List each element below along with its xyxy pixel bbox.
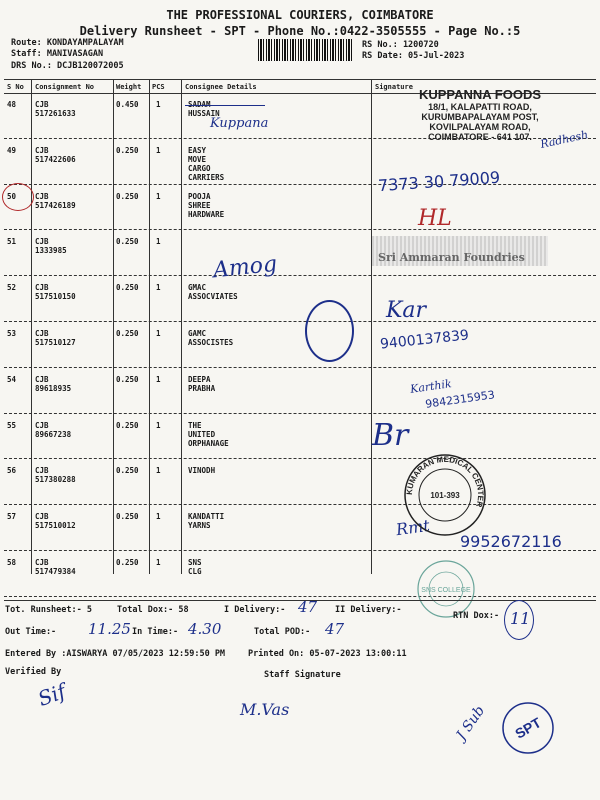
handwritten-scribble (305, 300, 354, 362)
handwritten-phone: 9400137839 (379, 327, 470, 353)
cell-consignee: GAMC ASSOCISTES (188, 329, 234, 347)
cell-pcs: 1 (156, 191, 161, 201)
handwritten-phone: 7373 30 79009 (377, 167, 501, 196)
cell-weight: 0.250 (116, 283, 139, 293)
cell-sno: 54 (7, 374, 17, 384)
row-divider (4, 275, 596, 276)
kumaran-ring-text: KUMARAN MEDICAL CENTER (404, 454, 486, 509)
stamp-line: KOVILPALAYAM ROAD, (429, 122, 531, 132)
cell-weight: 0.250 (116, 512, 139, 522)
cell-sno: 50 (7, 191, 17, 201)
cell-pcs: 1 (156, 420, 161, 430)
verified-by-label: Verified By (5, 667, 62, 677)
handwritten-rtn: 11 (510, 609, 531, 628)
cell-cons: CJB 517380288 (35, 466, 76, 485)
cell-consignee: SADAM HUSSAIN (188, 100, 220, 118)
verified-signature: Sif (34, 679, 69, 711)
cell-consignee: EASY MOVE CARGO CARRIERS (188, 145, 225, 182)
drs-label: DRS No.: DCJB120072005 (11, 61, 124, 71)
kuppanna-stamp (400, 87, 560, 142)
col-divider (113, 80, 114, 574)
cell-consignee: SNS CLG (188, 558, 202, 576)
cell-weight: 0.450 (116, 100, 139, 109)
printed-on: Printed On: 05-07-2023 13:00:11 (248, 649, 407, 659)
rs-date-label: RS Date: 05-Jul-2023 (362, 51, 465, 61)
handwritten-name: Karthik (409, 377, 453, 396)
cell-sno: 57 (7, 512, 17, 522)
cell-cons: CJB 517261633 (35, 100, 76, 118)
handwritten-pod: 47 (325, 620, 345, 638)
ii-delivery-label: II Delivery:- (335, 605, 402, 615)
col-divider (371, 80, 372, 574)
table-top-border (4, 79, 596, 80)
staff-label: Staff: MANIVASAGAN (11, 49, 104, 59)
handwritten-name: Kuppana (210, 116, 269, 131)
cell-pcs: 1 (156, 558, 161, 567)
cell-weight: 0.250 (116, 374, 139, 384)
cell-cons: CJB 89618935 (35, 374, 72, 393)
header-weight: Weight (116, 83, 142, 91)
cell-consignee: VINODH (188, 466, 216, 476)
runsheet-subtitle: Delivery Runsheet - SPT - Phone No.:0422-3505555 - Page No.:5 (79, 24, 521, 38)
barcode (258, 39, 353, 61)
handwritten-delivery: 47 (298, 598, 318, 616)
cell-sno: 51 (7, 237, 17, 247)
handwritten-in-time: 4.30 (188, 620, 222, 638)
cell-cons: CJB 517422606 (35, 145, 76, 164)
out-time-label: Out Time:- (5, 627, 57, 637)
cell-sno: 53 (7, 329, 17, 338)
row-divider (4, 321, 596, 322)
bottom-signature: J Sub (453, 702, 489, 744)
cell-pcs: 1 (156, 466, 161, 476)
handwritten-phone: 9952672116 (460, 532, 562, 551)
cell-weight: 0.250 (116, 237, 139, 247)
row-divider (4, 229, 596, 230)
circle-mark (2, 183, 34, 211)
header-signature: Signature (375, 83, 413, 91)
handwritten-out-time: 11.25 (88, 620, 131, 638)
cell-pcs: 1 (156, 145, 161, 155)
header-pcs: PCS (152, 83, 165, 91)
svg-text:KUMARAN MEDICAL CENTER (405, 455, 485, 509)
cell-weight: 0.250 (116, 420, 139, 430)
row-divider (4, 504, 596, 505)
handwritten-phone: 9842315953 (424, 388, 496, 411)
cell-cons: CJB 517479384 (35, 558, 76, 576)
total-dox: Total Dox:- 58 (117, 605, 189, 615)
entered-by: Entered By :AISWARYA 07/05/2023 12:59:50 PM (5, 649, 226, 659)
handwritten-signature: HL (418, 206, 452, 231)
staff-signature: M.Vas (240, 700, 290, 719)
kumaran-center-text: 101-393 (430, 491, 460, 500)
cell-sno: 49 (7, 145, 17, 155)
i-delivery-label: I Delivery:- (224, 605, 286, 615)
cell-pcs: 1 (156, 237, 161, 247)
cell-weight: 0.250 (116, 145, 139, 155)
route-label: Route: KONDAYAMPALAYAM (11, 38, 124, 48)
staff-signature-label: Staff Signature (264, 670, 341, 680)
cell-pcs: 1 (156, 283, 161, 293)
stamp-line: KURUMBAPALAYAM POST, (421, 112, 539, 122)
spt-stamp (500, 700, 556, 756)
cell-weight: 0.250 (116, 329, 139, 338)
col-divider (181, 80, 182, 574)
cell-pcs: 1 (156, 329, 161, 338)
header-sno: S No (7, 83, 24, 91)
company-title: THE PROFESSIONAL COURIERS, COIMBATORE (166, 8, 434, 22)
cell-cons: CJB 517510127 (35, 329, 76, 347)
handwritten-signature: Rmt (394, 515, 431, 540)
tot-runsheet: Tot. Runsheet:- 5 (5, 605, 92, 615)
cell-weight: 0.250 (116, 466, 139, 476)
in-time-label: In Time:- (132, 627, 179, 637)
cell-consignee: THE UNITED ORPHANAGE (188, 420, 229, 448)
row-divider (4, 184, 596, 185)
cell-consignee: DEEPA PRABHA (188, 374, 216, 393)
cell-cons: CJB 1333985 (35, 237, 67, 256)
cell-cons: CJB 517510012 (35, 512, 76, 531)
cell-cons: CJB 517510150 (35, 283, 76, 302)
cell-sno: 48 (7, 100, 17, 109)
cell-pcs: 1 (156, 374, 161, 384)
cell-sno: 52 (7, 283, 17, 293)
sns-stamp-text: SNS COLLEGE (421, 587, 471, 594)
cell-weight: 0.250 (116, 191, 139, 201)
cell-consignee: GMAC ASSOCVIATES (188, 283, 238, 302)
kumaran-stamp (400, 450, 490, 540)
rtn-dox-label: RTN Dox:- (453, 611, 500, 621)
stamp-line: 18/1, KALAPATTI ROAD, (428, 102, 532, 112)
cell-consignee: POOJA SHREE HARDWARE (188, 191, 225, 219)
strike-line (185, 105, 265, 106)
cell-cons: CJB 517426189 (35, 191, 76, 210)
cell-cons: CJB 89667238 (35, 420, 72, 439)
total-pod-label: Total POD:- (254, 627, 311, 637)
stamp-line: COIMBATORE - 641 107. (428, 132, 532, 142)
spt-stamp-text: SPT (512, 714, 544, 742)
handwritten-signature: Kar (386, 298, 427, 323)
header-consignment: Consignment No (35, 83, 95, 91)
row-divider (4, 458, 596, 459)
cell-sno: 58 (7, 558, 17, 567)
col-divider (149, 80, 150, 574)
handwritten-signature: Br (372, 418, 409, 453)
row-divider (4, 413, 596, 414)
amman-stamp: Sri Ammaran Foundries (378, 251, 525, 264)
stamp-line: KUPPANNA FOODS (418, 87, 542, 102)
col-divider (31, 80, 32, 574)
cell-pcs: 1 (156, 512, 161, 522)
rs-no-label: RS No.: 1200720 (362, 40, 439, 50)
cell-sno: 55 (7, 420, 17, 430)
cell-pcs: 1 (156, 100, 161, 109)
cell-consignee: KANDATTI YARNS (188, 512, 225, 531)
handwritten-signature: Radhesh (539, 128, 590, 151)
cell-weight: 0.250 (116, 558, 139, 567)
header-consignee: Consignee Details (185, 83, 257, 91)
row-divider (4, 367, 596, 368)
row-divider (4, 596, 596, 597)
handwritten-name: Amog (211, 251, 279, 284)
cell-sno: 56 (7, 466, 17, 476)
